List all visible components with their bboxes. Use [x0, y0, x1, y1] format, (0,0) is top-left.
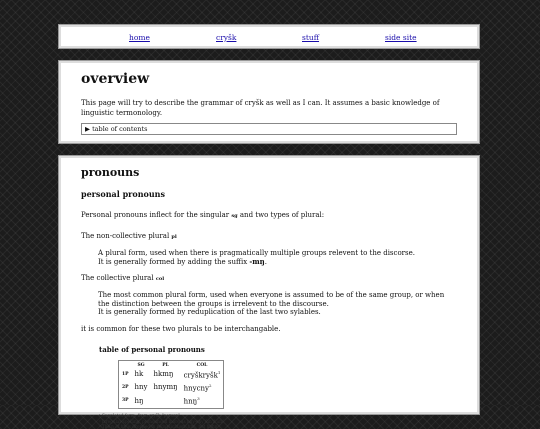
table-header-row: [119, 360, 224, 369]
header-pl: PL: [162, 362, 169, 368]
header-col: COL: [196, 362, 208, 368]
table-row: 2P hny hnymŋ hnycny$^2$: [122, 382, 212, 393]
nav-link-home[interactable]: home: [129, 33, 150, 42]
noncollective-term: The non-collective plural pl: [81, 232, 177, 240]
pronoun-table: [118, 360, 224, 410]
noncollective-definition: A plural form, used when there is pragmatically multiple groups relevent to the discorse. It is generally formed by adding the suffix -mŋ.: [98, 249, 415, 266]
footnote-3: ³ The ŋ of hŋ is dropped in reduplication, hnŋ, not hŋhŋ: [99, 423, 218, 429]
personal-pronouns-heading: personal pronouns: [81, 189, 165, 199]
footnote-2: ² Irregular spelling, pronounced more as hny-cny /hn'ń ʌn/: [99, 418, 224, 424]
collective-definition: The most common plural form, used when everyone is assumed to be of the same group, or when the distinction between the groups is irrelevent to the discourse. It is generally formed by reduplication of the last two sylables.: [98, 291, 445, 316]
nav-link-stuff[interactable]: stuff: [302, 33, 320, 42]
overview-description: This page will try to describe the grammar of cryšk as well as I can. It assumes a basic knowledge of linguistic termonology.: [81, 99, 440, 117]
interchange-note: it is common for these two plurals to be interchangable.: [81, 324, 281, 333]
overview-heading: overview: [81, 71, 150, 87]
footnotes: [99, 413, 457, 429]
collective-term: The collective plural col: [81, 274, 165, 282]
table-row: 3P hŋ hnŋ$^3$: [122, 396, 200, 406]
table-of-contents-toggle[interactable]: ▶ table of contents: [81, 123, 457, 135]
pronouns-section: [58, 155, 480, 429]
pronouns-heading: pronouns: [81, 166, 140, 179]
footnote-1: ¹ Suppleted form, from cryšk "person": [99, 413, 181, 419]
nav-link-crysk[interactable]: cryšk: [216, 33, 237, 42]
top-navigation-bar: [58, 24, 480, 49]
nav-link-side-site[interactable]: side site: [385, 33, 417, 42]
pronoun-table-title: table of personal pronouns: [99, 344, 205, 354]
table-row: 1P hk hkmŋ cryškryšk$^1$: [122, 369, 221, 379]
header-sg: SG: [137, 362, 145, 368]
overview-section: [58, 60, 480, 144]
intro-text: Personal pronouns inflect for the singular sg and two types of plural:: [81, 211, 325, 219]
